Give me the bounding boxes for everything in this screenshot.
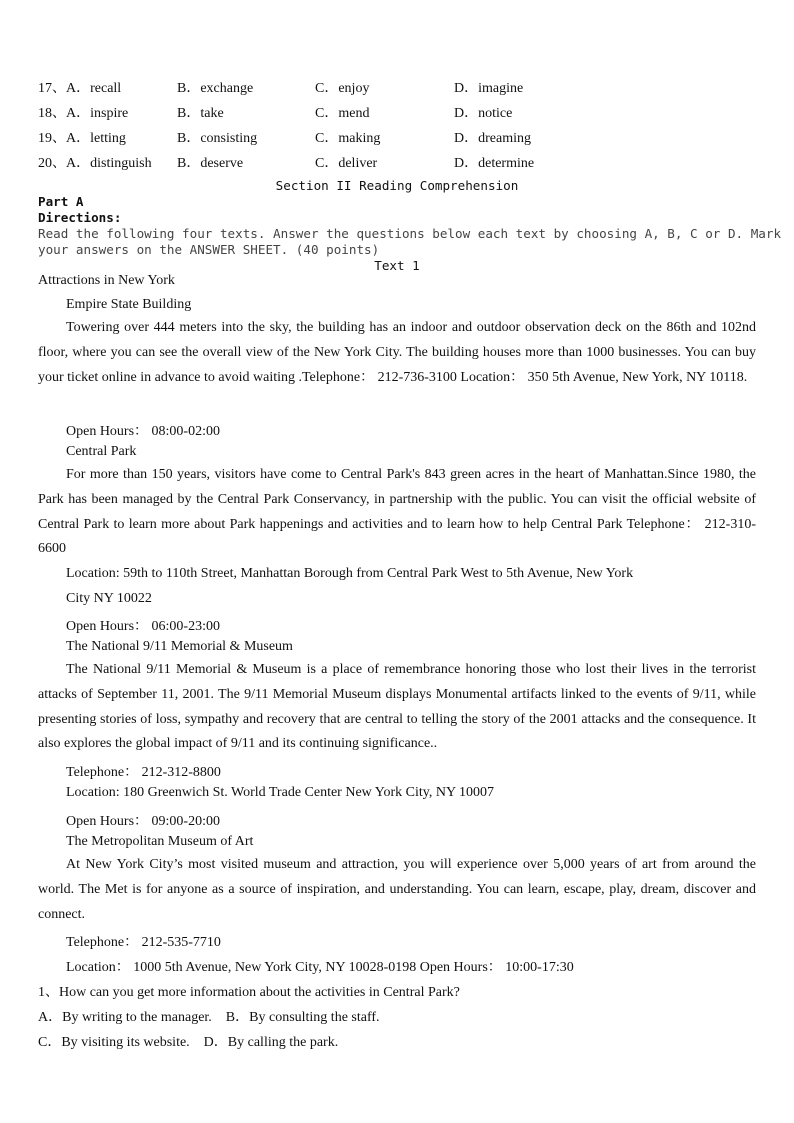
cp-location-2: City NY 10022 — [66, 591, 152, 606]
item-18-b: B．take — [177, 106, 224, 121]
memorial-body: The National 9/11 Memorial & Museum is a place of remembrance honoring those who lost their lives in the terrorist attacks of September 11, 2001. The 9/11 Memorial Museum displays Monumental artifacts linked to the events of 9/11, while presenting stories of loss, sympathy and recovery that are central to telling the story of the 2001 attacks and the consequence. It also explores the global impact of 9/11 and its continuing significance.. — [38, 662, 756, 752]
item-18-d: D．notice — [454, 106, 513, 121]
item-18-c: C．mend — [315, 106, 370, 121]
item-17-a: 17、A．recall — [38, 81, 122, 96]
directions-label: Directions: — [38, 210, 122, 225]
item-19-b: B．consisting — [177, 131, 258, 146]
esb-hours: Open Hours： 08:00-02:00 — [66, 424, 220, 439]
esb-heading: Empire State Building — [66, 297, 192, 312]
met-location: Location： 1000 5th Avenue, New York City, NY 10028-0198 Open Hours： 10:00-17:30 — [66, 960, 574, 975]
passage-title: Attractions in New York — [38, 273, 175, 288]
item-19-d: D．dreaming — [454, 131, 531, 146]
text-title: Text 1 — [374, 258, 420, 273]
item-19-a: 19、A．letting — [38, 131, 126, 146]
met-body: At New York City’s most visited museum and attraction, you will experience over 5,000 years of art from around the world. The Met is for anyone as a source of inspiration, and understanding. You can learn, escape, play, dream, discover and connect. — [38, 857, 756, 922]
met-telephone: Telephone： 212-535-7710 — [66, 935, 221, 950]
item-17-b: B．exchange — [177, 81, 254, 96]
item-20-c: C．deliver — [315, 156, 378, 171]
item-20-d: D．determine — [454, 156, 535, 171]
directions-text-2: your answers on the ANSWER SHEET. (40 points) — [38, 242, 380, 257]
item-17-d: D．imagine — [454, 81, 524, 96]
memorial-location: Location: 180 Greenwich St. World Trade Center New York City, NY 10007 — [66, 785, 495, 800]
directions-text-1: Read the following four texts. Answer the questions below each text by choosing A, B, C or D. Mark — [38, 226, 782, 241]
cp-heading: Central Park — [66, 444, 137, 459]
memorial-hours: Open Hours： 09:00-20:00 — [66, 814, 220, 829]
item-17-c: C．enjoy — [315, 81, 370, 96]
memorial-telephone: Telephone： 212-312-8800 — [66, 765, 221, 780]
esb-body: Towering over 444 meters into the sky, the building has an indoor and outdoor observation deck on the 86th and 102nd floor, where you can see the overall view of the New York City. The building houses more than 1000 businesses. You can buy your ticket online in advance to avoid waiting .Telephone： 212-736-3100 Location： 350 5th Avenue, New York, NY 10118. — [38, 320, 756, 385]
met-heading: The Metropolitan Museum of Art — [66, 834, 254, 849]
item-18-a: 18、A．inspire — [38, 106, 129, 121]
item-20-b: B．deserve — [177, 156, 244, 171]
memorial-heading: The National 9/11 Memorial & Museum — [66, 639, 293, 654]
section-title: Section II Reading Comprehension — [275, 178, 519, 193]
question-1-stem: 1、How can you get more information about the activities in Central Park? — [38, 985, 460, 1000]
item-19-c: C．making — [315, 131, 381, 146]
question-1-options-cd: C．By visiting its website. D．By calling the park. — [38, 1035, 339, 1050]
cp-hours: Open Hours： 06:00-23:00 — [66, 619, 220, 634]
item-20-a: 20、A．distinguish — [38, 156, 152, 171]
cp-body: For more than 150 years, visitors have come to Central Park's 843 green acres in the heart of Manhattan.Since 1980, the Park has been managed by the Central Park Conservancy, in partnership with the public. You can visit the official website of Central Park to learn more about Park happenings and activities and to learn how to help Central Park Telephone： 212-310-6600 — [38, 467, 756, 557]
cp-location-1: Location: 59th to 110th Street, Manhattan Borough from Central Park West to 5th Avenue, New York — [66, 566, 634, 581]
part-label: Part A — [38, 194, 84, 209]
question-1-options-ab: A．By writing to the manager. B．By consulting the staff. — [38, 1010, 380, 1025]
